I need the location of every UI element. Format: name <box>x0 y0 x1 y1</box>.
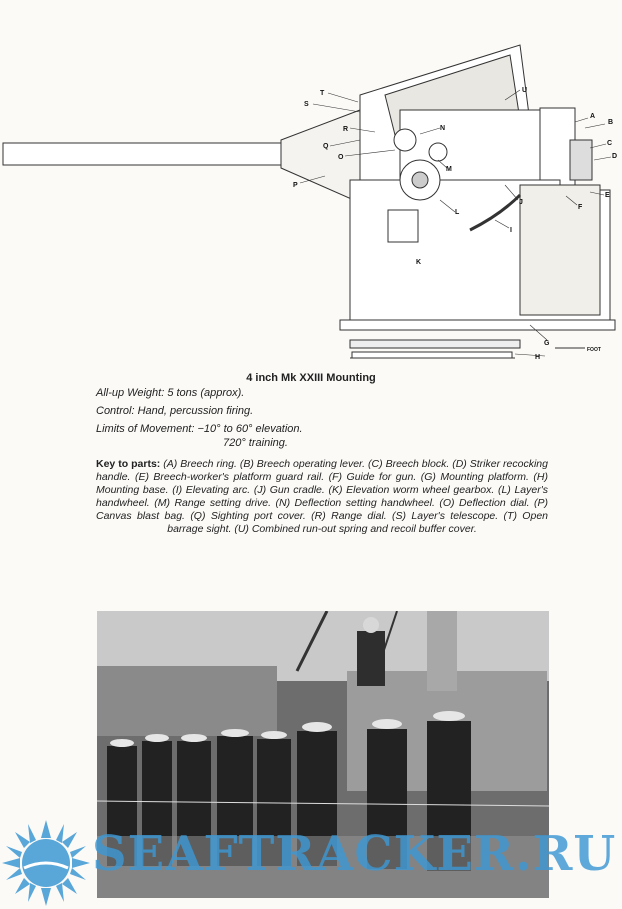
gun-mounting-diagram <box>0 40 622 370</box>
key-text: (A) Breech ring. (B) Breech operating lever. (C) Breech block. (D) Striker recocking handle. (E) Breech-worker's platform guard rail. (F) Guide for gun. (G) Mounting platform. (H) Mounting base. (I) Elevating arc. (J) Gun cradle. (K) Elevation worm wheel gearbox. (L) Layer's handwheel. (M) Range setting drive. (N) Deflection setting handwheel. (O) Deflection dial. (P) Canvas blast bag. (Q) Sighting port cover. (R) Range dial. (S) Layer's telescope. (T) Open barrage sight. (U) Combined run-out spring and recoil buffer cover. <box>96 458 548 535</box>
deflection-handwheel <box>394 129 416 151</box>
breech-worker-platform <box>520 185 600 315</box>
spec-limits-training: 720° training. <box>223 437 288 449</box>
mounting-base <box>350 340 520 348</box>
label-e: E <box>605 192 610 199</box>
mounting-title: 4 inch Mk XXIII Mounting <box>246 372 376 384</box>
key-to-parts <box>96 458 548 536</box>
key-heading: Key to parts: <box>96 458 161 470</box>
label-k: K <box>416 259 422 266</box>
spec-limits-elevation: Limits of Movement: −10° to 60° elevation. <box>96 423 303 435</box>
label-p: P <box>293 182 298 189</box>
label-n: N <box>440 125 446 132</box>
label-o: O <box>338 154 344 161</box>
gun-barrel <box>3 143 281 165</box>
watermark-sun-logo <box>0 818 92 908</box>
label-m: M <box>446 166 452 173</box>
label-a: A <box>590 113 596 120</box>
label-b: B <box>608 119 614 126</box>
label-u: U <box>522 87 528 94</box>
label-g: G <box>544 340 550 347</box>
label-j: J <box>519 199 523 206</box>
mounting-platform <box>340 320 615 330</box>
spec-limits <box>96 422 303 450</box>
label-l: L <box>455 209 460 216</box>
spec-control: Control: Hand, percussion firing. <box>96 405 254 417</box>
spec-weight: All-up Weight: 5 tons (approx). <box>96 387 245 399</box>
elevation-gearbox <box>388 210 418 242</box>
label-t: T <box>320 90 325 97</box>
label-q: Q <box>323 143 329 150</box>
label-i: I <box>510 227 512 234</box>
label-s: S <box>304 101 309 108</box>
breech-block <box>570 140 592 180</box>
label-r: R <box>343 126 349 133</box>
label-d: D <box>612 153 618 160</box>
label-c: C <box>607 140 613 147</box>
watermark-text: SEAFTRACKER.RU <box>92 826 617 882</box>
scale-label: FOOT <box>587 347 601 353</box>
label-f: F <box>578 204 583 211</box>
label-h: H <box>535 354 541 361</box>
range-setting-drive <box>429 143 447 161</box>
